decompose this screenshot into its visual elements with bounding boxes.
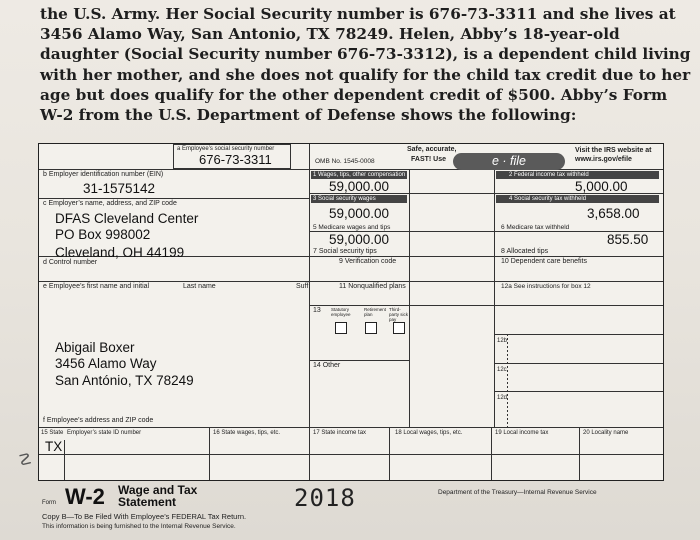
box-6-value: 855.50 [607, 232, 649, 247]
box-13-statutory: Statutory employee [331, 307, 351, 317]
box-18-label: 18 Local wages, tips, etc. [395, 430, 463, 436]
divider [39, 281, 663, 282]
box-10-label: 10 Dependent care benefits [501, 258, 588, 265]
employer-line: PO Box 998002 [55, 227, 151, 242]
efile-logo: e · file [453, 153, 565, 170]
problem-paragraph [40, 4, 691, 125]
box-f-label: f Employee’s address and ZIP code [43, 417, 154, 424]
ssn-label: a Employee’s social security number [177, 146, 275, 152]
box-7-label: 7 Social security tips [313, 248, 377, 255]
omb-number: OMB No. 1545-0008 [315, 158, 375, 165]
box-b-label: b Employer identification number (EIN) [43, 171, 164, 178]
employee-line: Abigail Boxer [55, 340, 135, 355]
divider [389, 427, 390, 480]
divider [409, 169, 410, 427]
third-party-sick-pay-checkbox[interactable] [393, 322, 405, 334]
box-13-sick-pay: Third-party sick pay [389, 307, 409, 322]
employer-line: Cleveland, OH 44199 [55, 245, 185, 260]
box-15-id-label: Employer’s state ID number [67, 430, 142, 436]
box-11-label: 11 Nonqualified plans [339, 283, 406, 290]
employee-line: 3456 Alamo Way [55, 356, 157, 371]
box-12c-label: 12c [497, 367, 507, 373]
box-14-label: 14 Other [313, 362, 341, 369]
divider [309, 305, 663, 306]
divider [494, 363, 663, 364]
box-d-label: d Control number [43, 259, 98, 266]
w2-subtitle-line: Statement [118, 495, 177, 509]
w2-title: W-2 [65, 484, 105, 509]
employee-line: San António, TX 78249 [55, 373, 194, 388]
box-c-label: c Employer’s name, address, and ZIP code [43, 200, 177, 207]
box-12d-label: 12d [497, 395, 508, 401]
divider [494, 169, 495, 427]
box-e-label: e Employee’s first name and initial [43, 283, 150, 290]
ein-value: 31-1575142 [83, 181, 156, 196]
divider [309, 360, 409, 361]
box-5-value: 59,000.00 [329, 232, 390, 247]
paragraph-line: 3456 Alamo Way, San Antonio, TX 78249. Helen, Abby’s 18-year-old [40, 25, 620, 44]
suffix-label: Suff. [296, 283, 311, 290]
divider [579, 427, 580, 480]
box-12b-label: 12b [497, 338, 508, 344]
box-6-label: 6 Medicare tax withheld [501, 224, 570, 231]
w2-subtitle-line: Wage and Tax [118, 483, 198, 497]
irs-info-text: This information is being furnished to the Internal Revenue Service. [42, 523, 236, 530]
statutory-employee-checkbox[interactable] [335, 322, 347, 334]
box-4-label: 4 Social security tax withheld [509, 196, 587, 202]
copy-b-text: Copy B—To Be Filed With Employee’s FEDERAL Tax Return. [42, 512, 247, 521]
state-value: TX [45, 439, 63, 454]
paragraph-line: age but does qualify for the other dependent credit of $500. Abby’s Form [40, 85, 668, 104]
divider [507, 334, 508, 427]
box-2-value: 5,000.00 [575, 179, 628, 194]
pen-mark-icon: ☡ [18, 452, 33, 469]
retirement-plan-checkbox[interactable] [365, 322, 377, 334]
box-16-label: 16 State wages, tips, etc. [213, 430, 281, 436]
divider [64, 440, 65, 480]
box-1-value: 59,000.00 [329, 179, 390, 194]
box-12a-label: 12a See instructions for box 12 [501, 283, 591, 290]
divider [39, 169, 663, 170]
box-4-value: 3,658.00 [587, 206, 640, 221]
divider [39, 427, 663, 428]
divider [39, 454, 663, 455]
tax-year: 2018 [294, 484, 356, 512]
irs-visit-text: Visit the IRS website at [575, 147, 652, 154]
irs-url-text: www.irs.gov/efile [575, 156, 632, 163]
box-13-label: 13 [313, 307, 321, 314]
paragraph-line: W-2 from the U.S. Department of Defense shows the following: [40, 106, 577, 125]
fast-use-text: FAST! Use [411, 156, 447, 163]
box-3-value: 59,000.00 [329, 206, 390, 221]
paragraph-line: with her mother, and she does not qualify for the child tax credit due to her [40, 65, 691, 84]
employer-line: DFAS Cleveland Center [55, 211, 199, 226]
divider [494, 391, 663, 392]
box-1-label: 1 Wages, tips, other compensation [313, 172, 406, 178]
divider [39, 198, 309, 199]
box-17-label: 17 State income tax [313, 430, 367, 436]
w2-subtitle [118, 484, 197, 508]
w2-form [38, 143, 664, 481]
box-19-label: 19 Local income tax [495, 430, 549, 436]
box-2-label: 2 Federal income tax withheld [509, 172, 589, 178]
box-15-label: 15 State [41, 430, 64, 436]
box-3-label: 3 Social security wages [313, 196, 376, 202]
paragraph-line: daughter (Social Security number 676-73-3312), is a dependent child living [40, 45, 691, 64]
box-20-label: 20 Locality name [583, 430, 629, 436]
divider [494, 334, 663, 335]
divider [209, 427, 210, 480]
divider [309, 427, 310, 480]
paragraph-line: the U.S. Army. Her Social Security number is 676-73-3311 and she lives at [40, 5, 676, 23]
box-8-label: 8 Allocated tips [501, 248, 549, 255]
box-9-label: 9 Verification code [339, 258, 397, 265]
last-name-label: Last name [183, 283, 216, 290]
treasury-dept-text: Department of the Treasury—Internal Revenue Service [438, 489, 597, 496]
form-word: Form [42, 500, 56, 506]
safe-accurate-text: Safe, accurate, [407, 146, 457, 153]
box-13-retirement: Retirement plan [364, 307, 387, 317]
divider [491, 427, 492, 480]
ssn-value: 676-73-3311 [199, 152, 272, 167]
box-5-label: 5 Medicare wages and tips [313, 224, 391, 231]
